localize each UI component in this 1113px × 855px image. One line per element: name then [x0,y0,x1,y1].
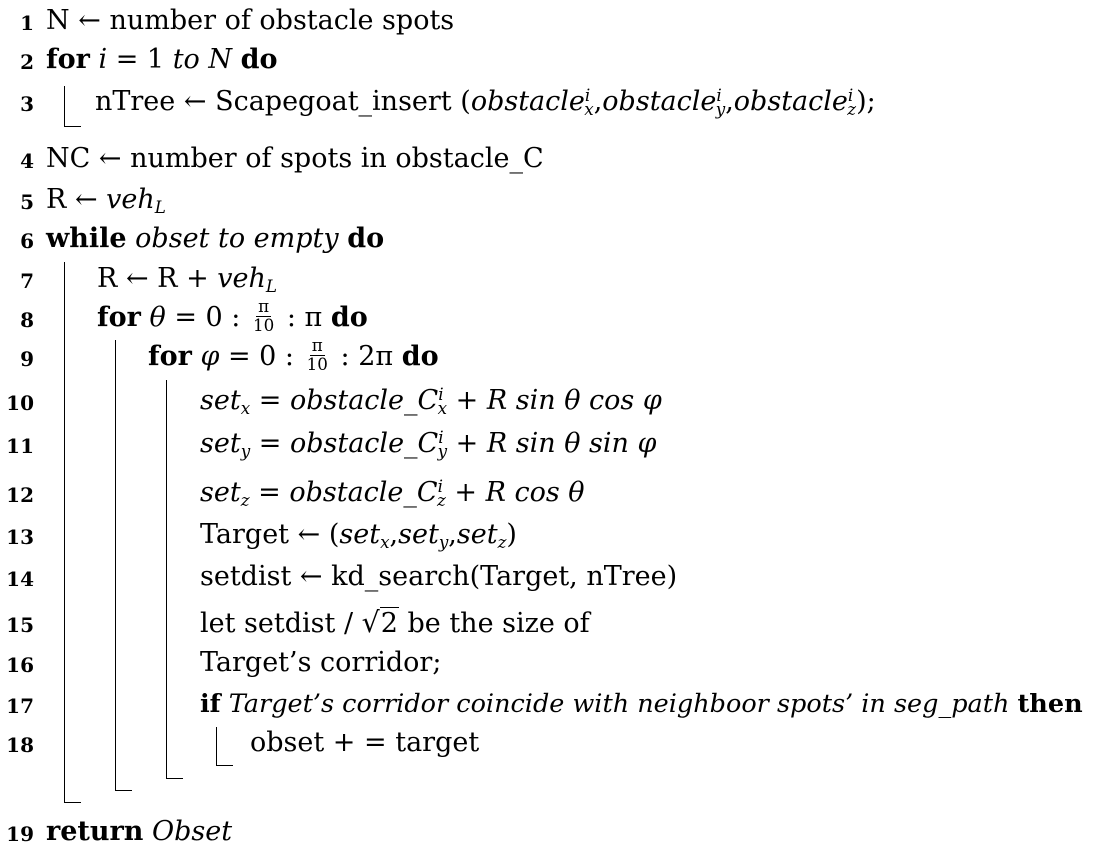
comma: , [593,86,603,117]
line-code [46,2,454,40]
square-root [362,604,399,643]
keyword-return: return [46,816,144,847]
equals: = [258,385,282,416]
loop-variable: i [98,44,108,75]
tuple-element: set [398,519,439,550]
keyword-for: for [97,302,141,333]
keyword-for: for [148,341,192,372]
expression: + R cos θ [454,477,585,508]
expression: + R sin θ sin φ [455,428,657,459]
keyword-do: do [330,302,368,333]
line-code [200,604,590,643]
line-number: 14 [6,567,34,591]
subscript: y [715,99,726,120]
line-number: 1 [20,11,34,35]
argument: obstacle [602,86,717,117]
line-number: 7 [20,269,34,293]
variable: set [200,477,241,508]
loop-start: 0 : [205,302,241,333]
line-code [200,558,677,596]
line-number: 4 [20,149,34,173]
loop-variable: θ [149,302,166,333]
keyword-do: do [347,223,385,254]
keyword-do: do [240,44,278,75]
line-code [200,474,585,512]
loop-start: 0 : [259,341,295,372]
expression: R + [157,263,209,294]
paren-close: ); [856,86,876,117]
line-number: 15 [6,613,34,637]
superscript: i [437,475,443,496]
assign-arrow: ← [125,263,149,294]
subscript: z [497,532,507,553]
line-number: 3 [20,92,34,116]
loop-variable: φ [200,341,220,372]
condition: Target’s corridor coincide with neighboor spots’ in seg_path [228,689,1010,719]
assign-arrow: ← [297,519,321,550]
block-end-for-phi [166,778,183,779]
line-code [46,181,166,219]
fraction-denominator: 10 [306,354,328,374]
assign-arrow: ← [299,561,323,592]
argument: obstacle [470,86,585,117]
function-name: Scapegoat_insert [215,86,452,117]
subscript: z [240,490,250,511]
variable: Target [200,519,290,550]
block-bar-while [64,262,65,802]
line-code [46,813,232,851]
block-bar-for-phi [166,380,167,778]
line-code: Target’s corridor; [200,647,442,678]
expression: + R sin θ cos φ [455,385,662,416]
block-bar-if [216,727,217,765]
text: let setdist / [200,608,354,639]
variable: set [200,385,241,416]
assign-arrow: ← [98,143,122,174]
subscript: L [154,197,166,218]
assign-arrow: ← [78,5,101,36]
keyword-do: do [401,341,439,372]
radicand: 2 [380,608,398,639]
line-number: 2 [20,50,34,74]
line-number: 13 [6,525,34,549]
superscript: i [716,84,722,105]
assign-arrow: ← [183,86,207,117]
loop-end: : 2π [340,341,394,372]
loop-end: : π [286,302,323,333]
line-code [200,685,1083,723]
comma: , [725,86,734,117]
expression: number of spots in obstacle_C [130,143,544,174]
equals: = [227,341,251,372]
variable: R [97,263,118,294]
loop-end: N [208,44,233,75]
subscript: x [437,398,448,419]
subscript: y [437,441,448,462]
term: obstacle_C [289,477,438,508]
subscript: L [265,276,278,297]
keyword-then: then [1017,689,1083,719]
term: obstacle_C [289,428,439,459]
tuple-element: set [339,519,381,550]
line-code [95,83,876,121]
equals: = [115,44,139,75]
line-code [46,220,384,258]
superscript: i [438,426,444,447]
line-number: 6 [20,229,34,253]
return-value: Obset [151,816,233,847]
line-code [97,296,368,337]
argument: obstacle [733,86,848,117]
block-bar-for-theta [115,340,116,790]
line-number: 5 [20,190,34,214]
subscript: z [436,490,446,511]
radical-sign: √ [361,606,380,639]
line-number: 11 [6,434,34,458]
fraction-denominator: 10 [252,315,275,335]
superscript: i [584,84,591,105]
subscript: x [584,99,594,120]
line-number: 17 [6,694,34,718]
comma: , [448,519,457,550]
fraction-numerator: π [311,335,323,356]
variable: R [46,184,67,215]
line-number: 19 [6,822,34,846]
subscript: x [240,398,251,419]
equals: = [258,477,281,508]
line-code [148,335,439,376]
line-number: 18 [6,733,34,757]
subscript: y [240,441,251,462]
keyword-if: if [200,689,221,719]
loop-start: 1 [146,44,165,75]
line-code: obset + = target [250,727,480,758]
line-code [46,140,544,178]
line-number: 8 [20,308,34,332]
subscript: x [380,532,390,553]
assign-arrow: ← [74,184,98,215]
variable: setdist [200,561,292,592]
variable: N [46,5,70,36]
equals: = [174,302,197,333]
loop-condition: obset to empty [135,223,339,254]
fraction [251,298,276,334]
block-bar-for-i [64,86,65,126]
keyword-while: while [46,223,127,254]
line-code [46,41,278,79]
paren-open: ( [328,519,340,550]
fraction-numerator: π [258,296,270,317]
expression: number of obstacle spots [109,5,455,36]
fraction [305,337,330,373]
expression: veh [217,263,266,294]
expression: kd_search(Target, nTree) [331,561,678,592]
keyword-for: for [46,44,90,75]
equals: = [258,428,282,459]
text: be the size of [407,608,590,639]
expression: veh [106,184,155,215]
paren-close: ) [506,519,517,550]
block-end-for-i [64,126,81,127]
line-number: 9 [20,347,34,371]
line-number: 10 [6,391,34,415]
loop-to: to [172,44,200,75]
subscript: y [438,532,449,553]
line-code [200,382,662,420]
line-code [200,516,517,554]
block-end-for-theta [115,790,132,791]
block-end-if [216,765,233,766]
line-code [200,425,656,463]
line-number: 12 [6,483,34,507]
comma: , [389,519,399,550]
term: obstacle_C [289,385,439,416]
superscript: i [438,383,444,404]
paren-open: ( [460,86,471,117]
line-code [97,260,277,298]
line-number: 16 [6,653,34,677]
tuple-element: set [456,519,498,550]
subscript: z [847,99,857,120]
variable: NC [46,143,91,174]
variable: nTree [95,86,176,117]
superscript: i [847,84,854,105]
variable: set [200,428,241,459]
block-end-while [64,802,81,803]
